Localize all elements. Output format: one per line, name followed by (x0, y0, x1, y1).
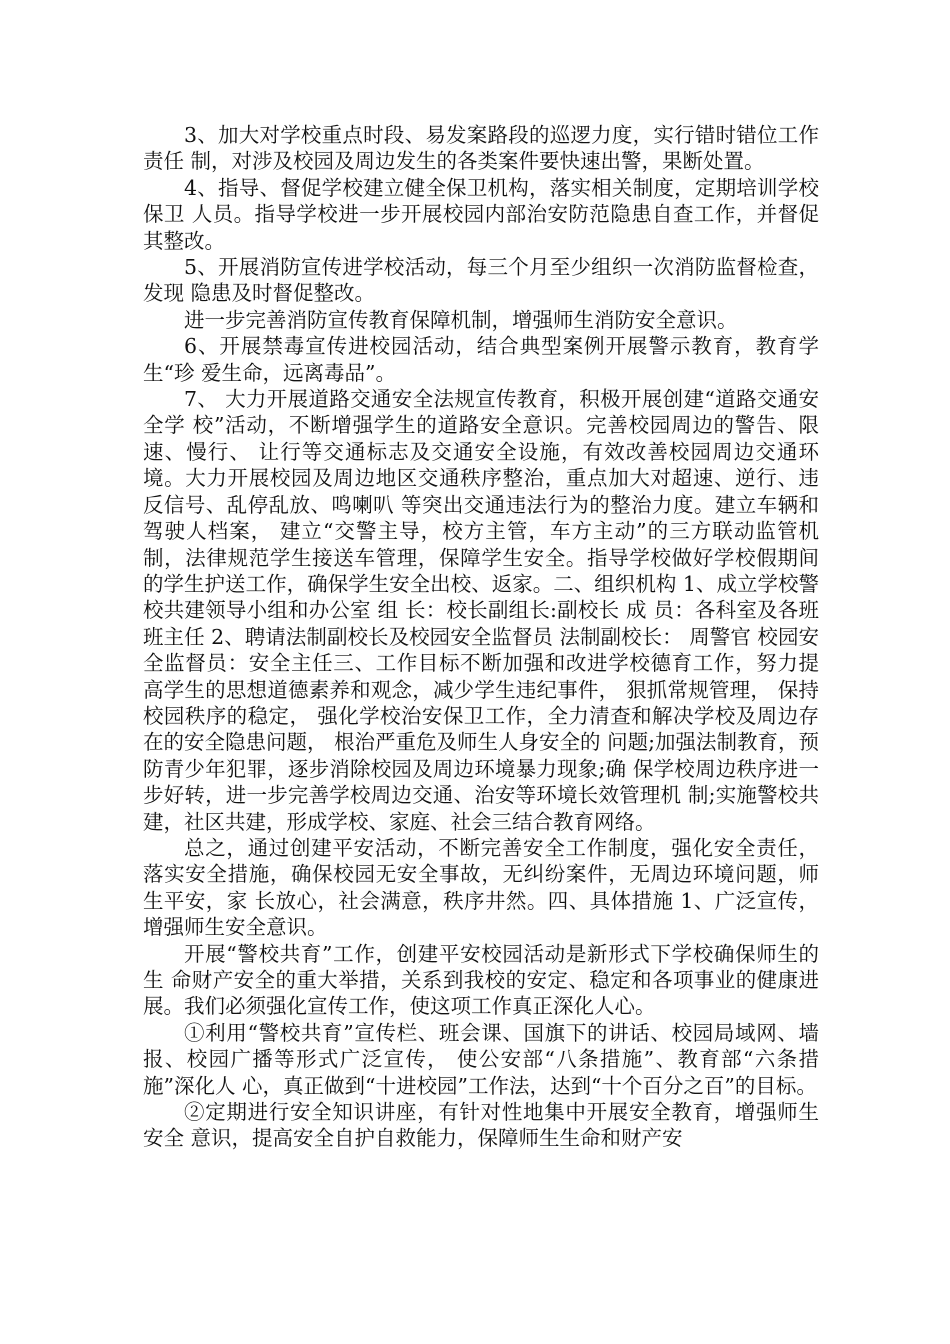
paragraph-publicity: 开展“警校共育”工作，创建平安校园活动是新形式下学校确保师生的生 命财产安全的重大举措，关系到我校的安定、稳定和各项事业的健康进展。我们必须强化宣传工作，使这项工作真正深化人心。 (143, 941, 819, 1019)
document-body (143, 122, 819, 1152)
paragraph-item-7: 7、 大力开展道路交通安全法规宣传教育，积极开展创建“道路交通安全学 校”活动，不断增强学生的道路安全意识。完善校园周边的警告、限速、慢行、 让行等交通标志及交通安全设施，有效改善校园周边交通环境。大力开展校园及周边地区交通秩序整治，重点加大对超速、逆行、违反信号、乱停乱放、鸣喇叭 等突出交通违法行为的整治力度。建立车辆和驾驶人档案， 建立“交警主导，校方主管，车方主动”的三方联动监管机制，法律规范学生接送车管理，保障学生安全。指导学校做好学校假期间的学生护送工作，确保学生安全出校、返家。二、组织机构 1、成立学校警校共建领导小组和办公室 组 长：校长副组长:副校长 成 员：各科室及各班班主任 2、聘请法制副校长及校园安全监督员 法制副校长： 周警官 校园安全监督员：安全主任三、工作目标不断加强和改进学校德育工作，努力提高学生的思想道德素养和观念，减少学生违纪事件， 狠抓常规管理， 保持校园秩序的稳定， 强化学校治安保卫工作，全力清查和解决学校及周边存在的安全隐患问题， 根治严重危及师生人身安全的 问题;加强法制教育，预防青少年犯罪，逐步消除校园及周边环境暴力现象;确 保学校周边秩序进一步好转，进一步完善学校周边交通、治安等环境长效管理机 制;实施警校共建，社区共建，形成学校、家庭、社会三结合教育网络。 (143, 387, 819, 834)
paragraph-item-5: 5、开展消防宣传进学校活动，每三个月至少组织一次消防监督检查，发现 隐患及时督促整改。 (143, 255, 819, 306)
paragraph-item-6: 6、开展禁毒宣传进校园活动，结合典型案例开展警示教育，教育学生“珍 爱生命，远离毒品”。 (143, 334, 819, 385)
paragraph-measure-2: ②定期进行安全知识讲座，有针对性地集中开展安全教育，增强师生安全 意识，提高安全自护自救能力，保障师生生命和财产安 (143, 1100, 819, 1151)
paragraph-measure-1: ①利用“警校共育”宣传栏、班会课、国旗下的讲话、校园局域网、墙报、校园广播等形式广泛宣传， 使公安部“八条措施”、教育部“六条措施”深化人 心，真正做到“十进校园”工作法，达到“十个百分之百”的目标。 (143, 1020, 819, 1098)
paragraph-fire-education: 进一步完善消防宣传教育保障机制，增强师生消防安全意识。 (184, 307, 738, 332)
paragraph-item-3: 3、加大对学校重点时段、易发案路段的巡逻力度，实行错时错位工作责任 制，对涉及校园及周边发生的各类案件要快速出警，果断处置。 (143, 123, 819, 174)
paragraph-item-4: 4、指导、督促学校建立健全保卫机构，落实相关制度，定期培训学校保卫 人员。指导学校进一步开展校园内部治安防范隐患自查工作，并督促其整改。 (143, 175, 819, 253)
paragraph-summary: 总之，通过创建平安活动，不断完善安全工作制度，强化安全责任，落实安全措施，确保校园无安全事故，无纠纷案件，无周边环境问题，师生平安，家 长放心，社会满意，秩序井然。四、具体措施 1、广泛宣传，增强师生安全意识。 (143, 835, 819, 940)
